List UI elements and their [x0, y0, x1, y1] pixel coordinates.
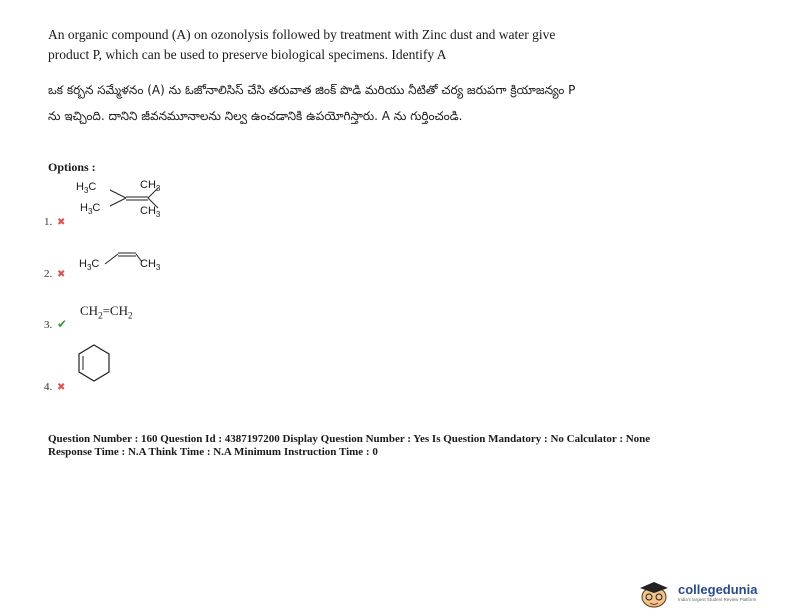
option-3-formula: $CH_2=CH_2$	[80, 303, 133, 321]
question-text-telugu: ఒక కర్బన సమ్మేళనం (A) ను ఓజోనాలిసిస్ చేసి తరువాత జింక్ పొడి మరియు నీటితో చర్య జరుపగా క్రియాజన్యం P ను ఇచ్చింది. దానిని జీవనమూనాలను నిల్వ ఉంచడానికి ఉపయోగిస్తారు. A ను గుర్తించండి.	[48, 83, 576, 123]
option-1-label-ch3-bottom: $CH_3$	[140, 205, 161, 220]
logo-name: collegedunia	[678, 582, 758, 597]
wrong-mark-icon: ✖	[57, 217, 66, 228]
option-2-label-h3c: $H_3C$	[79, 258, 100, 273]
collegedunia-logo	[634, 580, 784, 608]
logo-tagline: India's largest Student Review Platform	[678, 597, 757, 602]
option-1-number: 1.	[44, 216, 53, 228]
mascot-icon	[634, 580, 674, 608]
option-2-number: 2.	[44, 268, 53, 280]
wrong-mark-icon: ✖	[57, 382, 66, 393]
correct-mark-icon: ✔	[57, 317, 68, 331]
option-1-label-h3c-top: $H_3C$	[76, 181, 97, 196]
option-3-number: 3.	[44, 319, 53, 331]
wrong-mark-icon: ✖	[57, 269, 66, 280]
option-1-label-h3c-bottom: $H_3C$	[80, 202, 101, 217]
option-2-label-ch3: $CH_3$	[140, 258, 161, 273]
options-heading: Options :	[48, 160, 96, 174]
option-4-number: 4.	[44, 381, 53, 393]
metadata-line-2: Response Time : N.A Think Time : N.A Minimum Instruction Time : 0	[48, 446, 378, 458]
metadata-line-1: Question Number : 160 Question Id : 4387197200 Display Question Number : Yes Is Question Mandatory : No Calculator : None	[48, 433, 651, 445]
question-metadata	[48, 433, 768, 459]
question-text-english: An organic compound (A) on ozonolysis followed by treatment with Zinc dust and water give product P, which can be used to preserve biological specimens. Identify A	[48, 27, 556, 62]
option-1-label-ch3-top: $CH_3$	[140, 179, 161, 194]
option-4-structure-cyclohexene	[76, 343, 112, 383]
